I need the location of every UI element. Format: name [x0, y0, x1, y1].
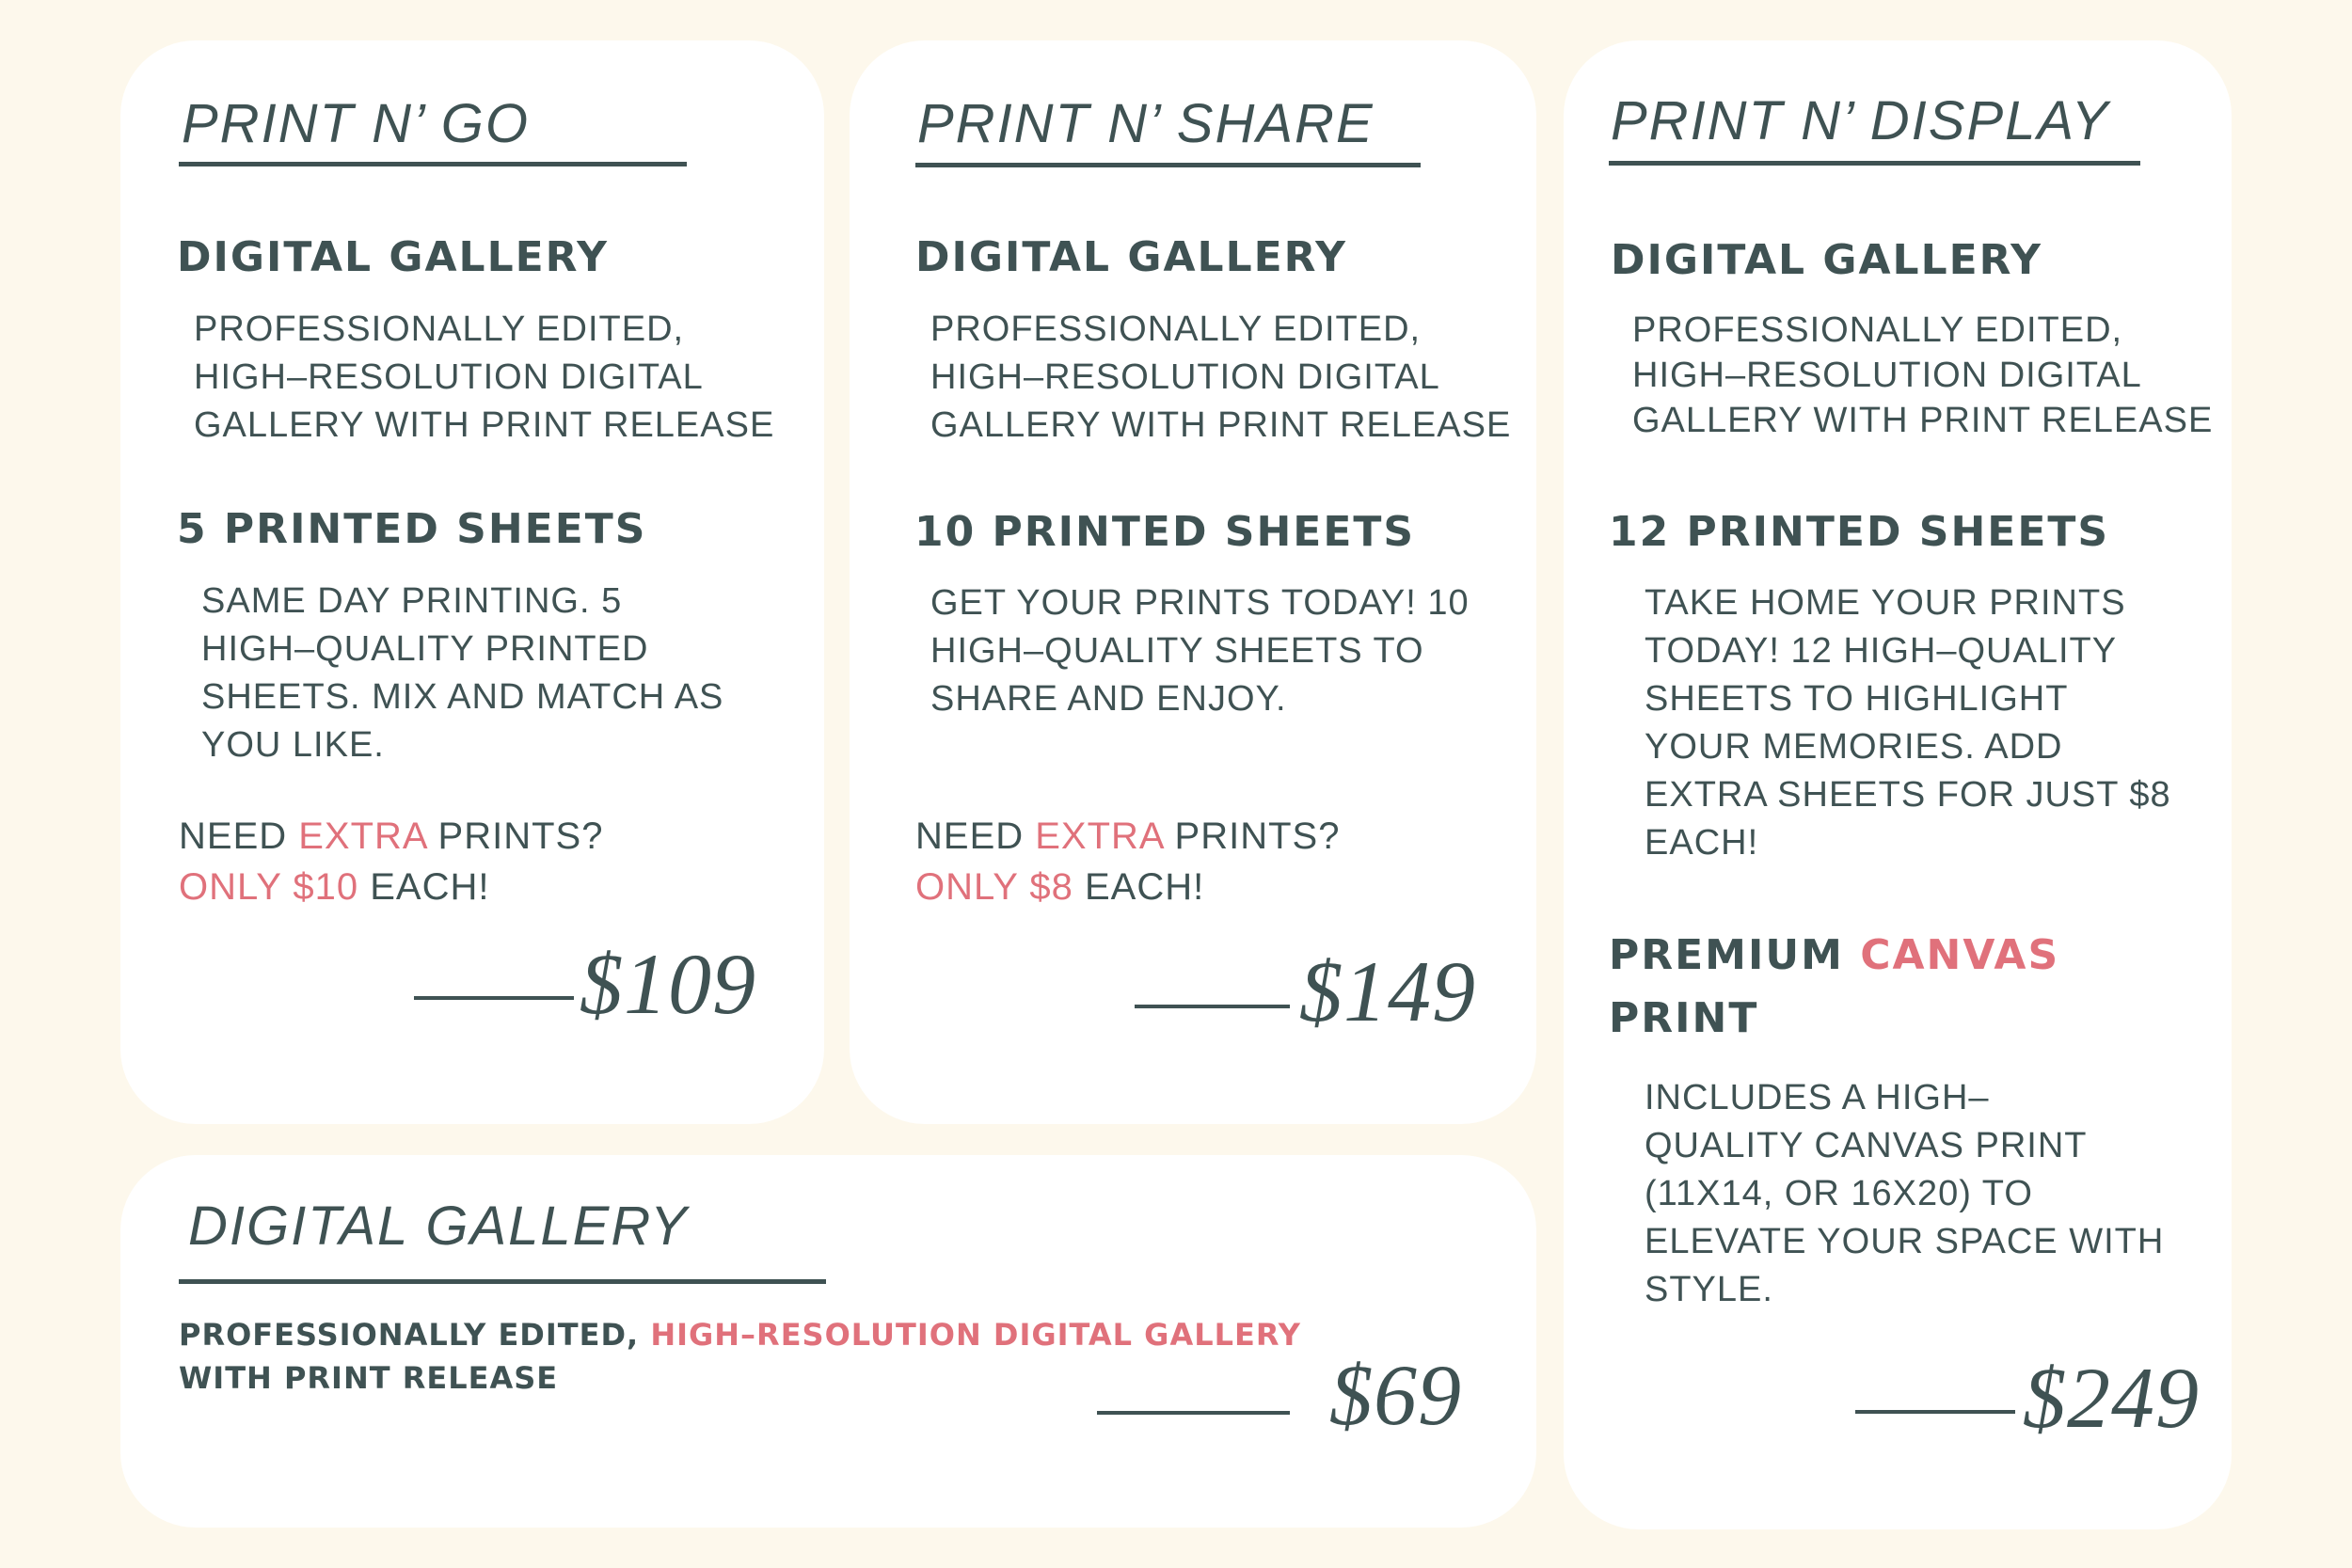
gallery-line: PROFESSIONALLY EDITED, [1632, 310, 2123, 350]
price-dash [414, 996, 574, 1000]
sheets-line: YOU LIKE. [201, 725, 385, 765]
gallery-line: GALLERY WITH PRINT RELEASE [930, 405, 1512, 445]
sheets-line: EXTRA SHEETS FOR JUST $8 [1645, 775, 2171, 815]
premium-text: PREMIUM [1609, 931, 1861, 979]
sheets-line: SAME DAY PRINTING. 5 [201, 581, 623, 621]
extra-highlight: EXTRA [1035, 816, 1164, 857]
sheets-line: TAKE HOME YOUR PRINTS [1645, 583, 2126, 623]
sheets-heading: 10 PRINTED SHEETS [914, 508, 1416, 556]
title-underline [179, 162, 687, 166]
sheets-line: TODAY! 12 HIGH–QUALITY [1645, 631, 2118, 671]
desc-text-2: WITH PRINT RELEASE [179, 1360, 559, 1396]
canvas-line: (11X14, OR 16X20) TO [1645, 1174, 2033, 1213]
extra-prints-question [915, 811, 1340, 863]
extra-prints-question [179, 811, 603, 863]
sheets-line: YOUR MEMORIES. ADD [1645, 727, 2063, 767]
desc-text: PROFESSIONALLY EDITED, [179, 1317, 651, 1353]
package-card-print-n-go [120, 40, 824, 1124]
gallery-description [179, 1313, 1301, 1400]
package-title: PRINT N’ SHARE [917, 93, 1375, 154]
extra-highlight: EXTRA [298, 816, 427, 857]
package-title: PRINT N’ DISPLAY [1611, 90, 2110, 151]
gallery-heading: DIGITAL GALLERY [177, 233, 610, 281]
package-price: $109 [580, 936, 756, 1032]
extra-prints-price [915, 862, 1204, 913]
title-underline [915, 163, 1421, 167]
title-underline [179, 1279, 826, 1284]
gallery-line: PROFESSIONALLY EDITED, [194, 309, 685, 349]
print-text: PRINT [1609, 994, 1759, 1042]
gallery-line: GALLERY WITH PRINT RELEASE [1632, 401, 2214, 440]
extra-price-highlight: ONLY $8 [915, 866, 1073, 908]
sheets-line: SHARE AND ENJOY. [930, 679, 1287, 719]
sheets-heading: 5 PRINTED SHEETS [177, 505, 647, 553]
canvas-line: INCLUDES A HIGH– [1645, 1078, 1990, 1117]
title-underline [1609, 161, 2140, 166]
gallery-line: HIGH–RESOLUTION DIGITAL [194, 357, 704, 397]
gallery-heading: DIGITAL GALLERY [1611, 236, 2043, 284]
sheets-line: HIGH–QUALITY SHEETS TO [930, 631, 1424, 671]
need-text: NEED [915, 816, 1036, 857]
prints-text: PRINTS? [1163, 816, 1341, 857]
package-price: $149 [1299, 943, 1476, 1039]
price-dash [1097, 1411, 1290, 1415]
sheets-line: HIGH–QUALITY PRINTED [201, 629, 649, 669]
package-price: $249 [2023, 1350, 2200, 1446]
package-card-digital-gallery [120, 1155, 1536, 1528]
canvas-line: STYLE. [1645, 1270, 1773, 1309]
package-price: $69 [1329, 1347, 1462, 1443]
package-title: PRINT N’ GO [182, 93, 531, 154]
price-dash [1855, 1410, 2015, 1414]
each-text: EACH! [358, 866, 490, 908]
gallery-line: GALLERY WITH PRINT RELEASE [194, 405, 775, 445]
desc-highlight: HIGH–RESOLUTION DIGITAL GALLERY [650, 1317, 1301, 1353]
package-card-print-n-display [1564, 40, 2232, 1529]
sheets-line: EACH! [1645, 823, 1759, 863]
gallery-line: PROFESSIONALLY EDITED, [930, 309, 1422, 349]
canvas-line: QUALITY CANVAS PRINT [1645, 1126, 2088, 1165]
canvas-highlight: CANVAS [1860, 931, 2060, 979]
sheets-line: SHEETS. MIX AND MATCH AS [201, 677, 724, 717]
price-dash [1135, 1005, 1290, 1008]
premium-heading [1609, 924, 2059, 1050]
sheets-heading: 12 PRINTED SHEETS [1609, 508, 2110, 556]
package-card-print-n-share [850, 40, 1536, 1124]
need-text: NEED [179, 816, 299, 857]
extra-prints-price [179, 862, 489, 913]
prints-text: PRINTS? [426, 816, 604, 857]
gallery-line: HIGH–RESOLUTION DIGITAL [930, 357, 1440, 397]
package-title: DIGITAL GALLERY [188, 1196, 689, 1257]
gallery-heading: DIGITAL GALLERY [915, 233, 1348, 281]
canvas-line: ELEVATE YOUR SPACE WITH [1645, 1222, 2165, 1261]
sheets-line: GET YOUR PRINTS TODAY! 10 [930, 583, 1470, 623]
extra-price-highlight: ONLY $10 [179, 866, 359, 908]
gallery-line: HIGH–RESOLUTION DIGITAL [1632, 356, 2142, 395]
each-text: EACH! [1073, 866, 1205, 908]
sheets-line: SHEETS TO HIGHLIGHT [1645, 679, 2069, 719]
